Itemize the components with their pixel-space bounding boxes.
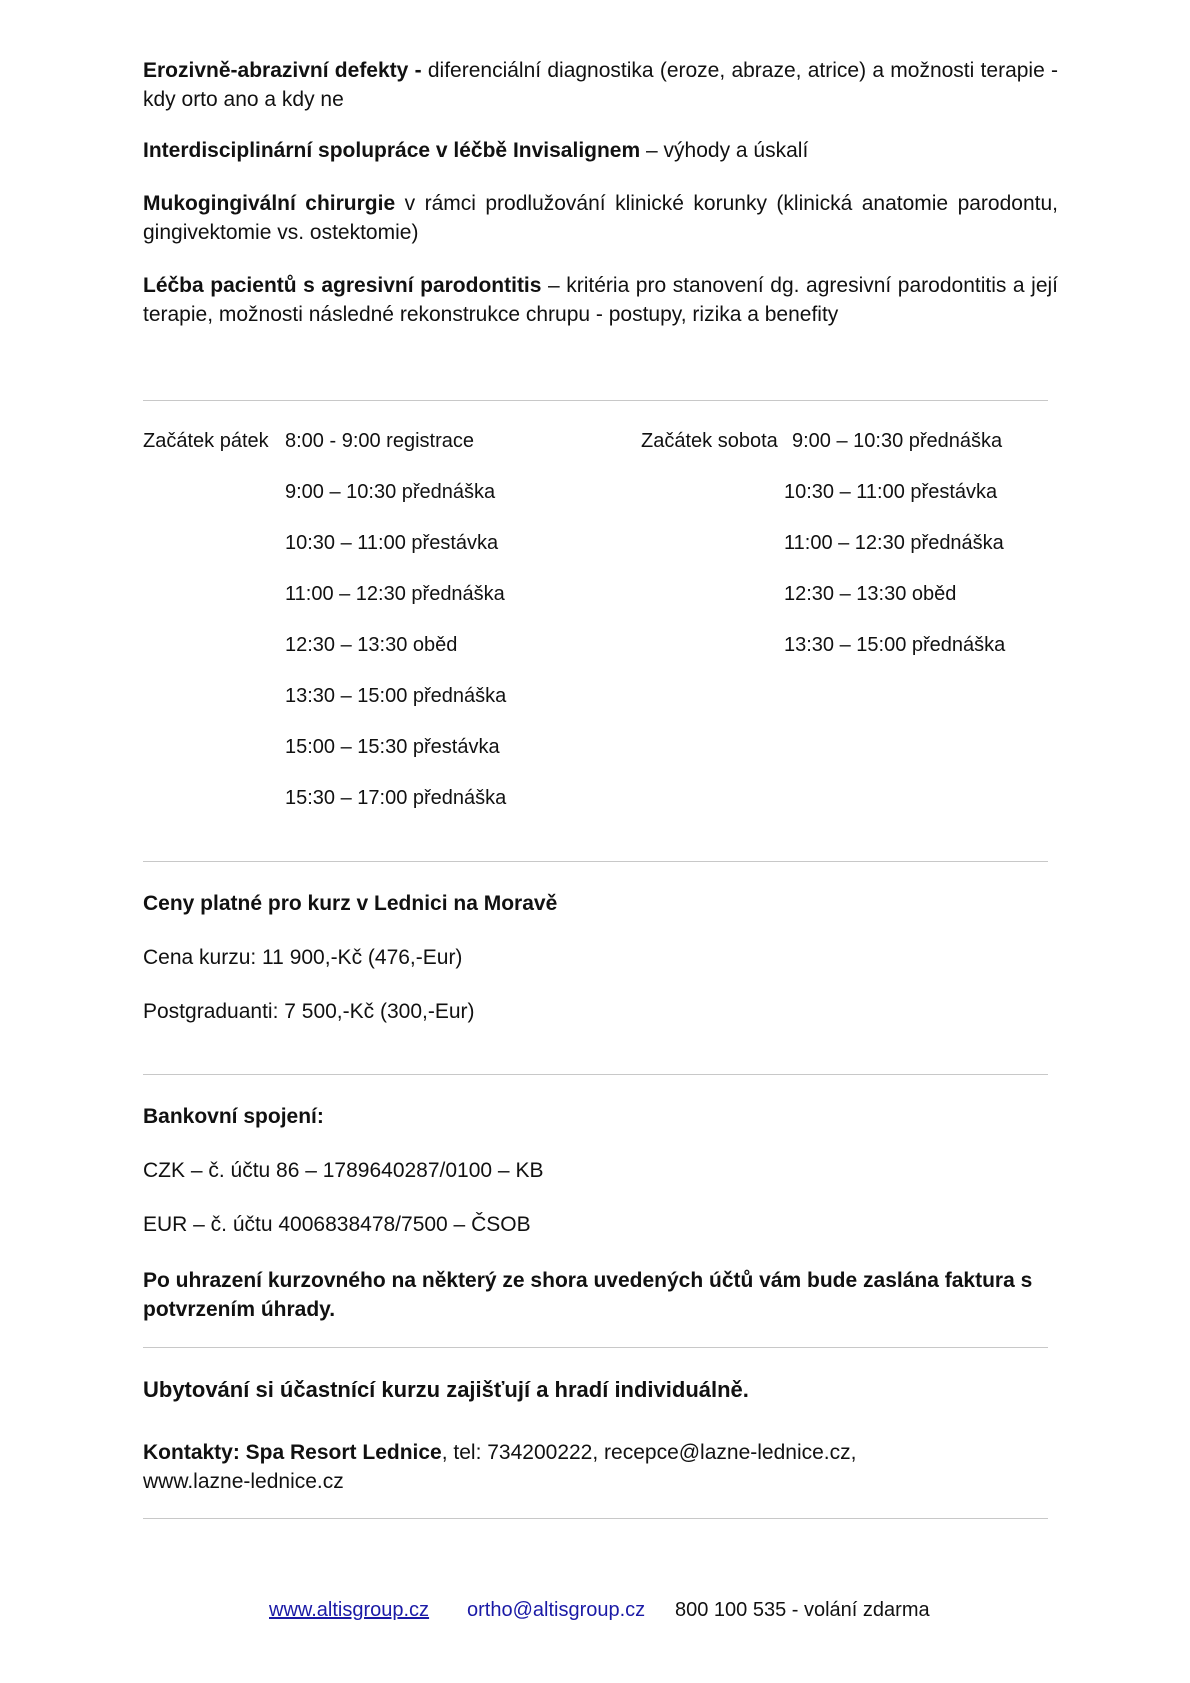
postgrad-price: Postgraduanti: 7 500,-Kč (300,-Eur) — [143, 1000, 475, 1023]
topic-periodontitis — [143, 271, 1058, 329]
footer-email-link[interactable] — [467, 1597, 645, 1623]
friday-slot: 12:30 – 13:30 oběd — [285, 634, 458, 656]
contacts-text: , tel: 734200222, recepce@lazne-lednice.cz, — [441, 1441, 857, 1464]
topic-text: – výhody a úskalí — [646, 139, 809, 162]
contacts — [143, 1438, 1058, 1496]
prices-heading: Ceny platné pro kurz v Lednici na Moravě — [143, 892, 558, 915]
divider — [143, 1074, 1048, 1075]
saturday-slot: 10:30 – 11:00 přestávka — [784, 481, 998, 503]
course-price: Cena kurzu: 11 900,-Kč (476,-Eur) — [143, 946, 463, 969]
friday-slot: 15:00 – 15:30 přestávka — [285, 736, 500, 758]
contacts-label: Kontakty: Spa Resort Lednice — [143, 1441, 442, 1464]
friday-slot: 10:30 – 11:00 přestávka — [285, 532, 499, 554]
topic-title: Erozivně-abrazivní defekty - — [143, 59, 422, 82]
payment-note: Po uhrazení kurzovného na některý ze shora uvedených účtů vám bude zaslána faktura s potvrzením úhrady. — [143, 1269, 1033, 1321]
footer-email[interactable]: ortho@altisgroup.cz — [467, 1599, 646, 1621]
topic-title: Mukogingivální chirurgie — [143, 192, 396, 215]
accommodation-note: Ubytování si účastnící kurzu zajišťují a hradí individuálně. — [143, 1377, 749, 1402]
friday-label: Začátek pátek — [143, 430, 269, 452]
saturday-slot: 13:30 – 15:00 přednáška — [784, 634, 1006, 656]
bank-account-czk: CZK – č. účtu 86 – 1789640287/0100 – KB — [143, 1159, 544, 1182]
saturday-slot: 12:30 – 13:30 oběd — [784, 583, 957, 605]
saturday-slot: 11:00 – 12:30 přednáška — [784, 532, 1004, 554]
friday-slot: 9:00 – 10:30 přednáška — [285, 481, 496, 503]
friday-slot: 15:30 – 17:00 přednáška — [285, 787, 507, 809]
divider — [143, 400, 1048, 401]
divider — [143, 1518, 1048, 1519]
topic-erosion — [143, 56, 1058, 114]
friday-slot: 11:00 – 12:30 přednáška — [285, 583, 505, 605]
topic-title: Interdisciplinární spolupráce v léčbě Invisalignem — [143, 139, 641, 162]
divider — [143, 861, 1048, 862]
topic-mucogingival — [143, 189, 1058, 247]
topic-text: v rámci prodlužování klinické korunky (klinická anatomie parodontu, gingivektomie vs. ostektomie) — [143, 192, 1058, 244]
bank-heading: Bankovní spojení: — [143, 1105, 324, 1128]
saturday-label: Začátek sobota — [641, 430, 778, 452]
bank-account-eur: EUR – č. účtu 4006838478/7500 – ČSOB — [143, 1213, 531, 1236]
saturday-slot: 9:00 – 10:30 přednáška — [792, 430, 1003, 452]
friday-slot: 8:00 - 9:00 registrace — [285, 430, 474, 452]
contacts-web[interactable]: www.lazne-lednice.cz — [143, 1470, 344, 1493]
topic-title: Léčba pacientů s agresivní parodontitis — [143, 274, 542, 297]
topic-text: diferenciální diagnostika (eroze, abraze, atrice) a možnosti terapie - kdy orto ano a kdy ne — [143, 59, 1059, 111]
footer-phone: 800 100 535 - volání zdarma — [675, 1599, 930, 1621]
footer-web[interactable]: www.altisgroup.cz — [269, 1599, 430, 1621]
footer-web-link[interactable] — [269, 1597, 429, 1623]
topic-text: – kritéria pro stanovení dg. agresivní parodontitis a její terapie, možnosti následné rekonstrukce chrupu - postupy, rizika a benefity — [143, 274, 1058, 326]
topic-invisalign — [143, 136, 1058, 165]
friday-slot: 13:30 – 15:00 přednáška — [285, 685, 507, 707]
divider — [143, 1347, 1048, 1348]
